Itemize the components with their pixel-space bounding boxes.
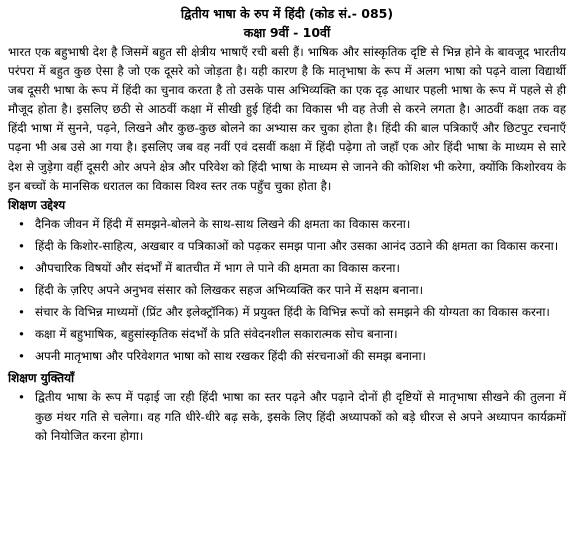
list-item (8, 259, 566, 278)
bullet-icon: • (18, 390, 25, 405)
objectives-list (8, 215, 566, 367)
list-item (8, 303, 566, 322)
list-item-text: हिंदी के किशोर-साहित्य, अखबार व पत्रिकाओं को पढ़कर समझ पाना और उसका आनंद उठाने की क्षमता का विकास करना। (35, 238, 559, 253)
bullet-icon: • (18, 283, 25, 298)
bullet-icon: • (18, 327, 25, 342)
list-item (8, 281, 566, 300)
bullet-icon: • (18, 260, 25, 275)
list-item (8, 347, 566, 366)
methods-heading: शिक्षण युक्तियाँ (8, 371, 75, 386)
document-title: द्वितीय भाषा के रुप में हिंदी (कोड सं.- 085) (180, 6, 394, 21)
bullet-icon: • (18, 238, 25, 253)
objectives-heading: शिक्षण उद्देश्य (8, 197, 66, 212)
intro-paragraph: भारत एक बहुभाषी देश है जिसमें बहुत सी क्षेत्रीय भाषाएँ रची बसी हैं। भाषिक और सांस्कृतिक दृष्टि से भिन्न होने के बावजूद भारतीय परंपरा में बहुत कुछ ऐसा है जो एक दूसरे को जोड़ता है। यही कारण है कि मातृभाषा के रूप में अलग भाषा को पढ़ने वाला विद्यार्थी जब दूसरी भाषा के रूप में हिंदी का चुनाव करता है तो उसके पास अभिव्यक्ति का एक दृढ़ आधार पहली भाषा के रूप में पहले से ही मौजूद होता है। इसलिए छठी से आठवीं कक्षा में सीखी हुई हिंदी का विकास भी वह तेजी से करने लगता है। आठवीं कक्षा तक वह हिंदी भाषा में सुनने, पढ़ने, लिखने और कुछ-कुछ बोलने का अभ्यास कर चुका होता है। हिंदी की बाल पत्रिकाएँ और छिटपुट रचनाएँ पढ़ना भी अब उसे आ गया है। इसलिए जब वह नवीं एवं दसवीं कक्षा में हिंदी पढ़ेगा तो जहाँ एक ओर हिंदी भाषा के माध्यम से सारे देश से जुड़ेगा वहीं दूसरी ओर अपने क्षेत्र और परिवेश को हिंदी भाषा के माध्यम से जानने की कोशिश भी करेगा, क्योंकि किशोरवय के इन बच्चों के मानसिक धरातल का विकास विश्व स्तर तक पहुँच चुका होता है। (8, 45, 566, 193)
list-item-text: दैनिक जीवन में हिंदी में समझने-बोलने के साथ-साथ लिखने की क्षमता का विकास करना। (35, 216, 411, 231)
bullet-icon: • (18, 349, 25, 364)
bullet-icon: • (18, 305, 25, 320)
list-item-text: कक्षा में बहुभाषिक, बहुसांस्कृतिक संदर्भों के प्रति संवेदनशील सकारात्मक सोच बनाना। (35, 327, 398, 342)
list-item (8, 215, 566, 234)
document-subtitle: कक्षा 9वीं - 10वीं (243, 25, 331, 40)
list-item-text: अपनी मातृभाषा और परिवेशगत भाषा को साथ रखकर हिंदी की संरचनाओं की समझ बनाना। (35, 349, 426, 364)
bullet-icon: • (18, 216, 25, 231)
list-item-text: औपचारिक विषयों और संदर्भों में बातचीत में भाग ले पाने की क्षमता का विकास करना। (35, 260, 400, 275)
list-item-text: द्वितीय भाषा के रूप में पढ़ाई जा रही हिंदी भाषा का स्तर पढ़ने और पढ़ाने दोनों ही दृष्टियों से मातृभाषा सीखने की तुलना में कुछ मंथर गति से चलेगा। वह गति धीरे-धीरे बढ़ सके, इसके लिए हिंदी अध्यापकों को बड़े धीरज से अपने अध्यापन कार्यक्रमों को नियोजित करना होगा। (35, 390, 566, 443)
methods-list (8, 388, 566, 445)
list-item (8, 325, 566, 344)
list-item (8, 388, 566, 445)
list-item (8, 237, 566, 256)
list-item-text: संचार के विभिन्न माध्यमों (प्रिंट और इलेक्ट्रॉनिक) में प्रयुक्त हिंदी के विभिन्न रूपों को समझने की योग्यता का विकास करना। (35, 305, 550, 320)
list-item-text: हिंदी के ज़रिए अपने अनुभव संसार को लिखकर सहज अभिव्यक्ति कर पाने में सक्षम बनाना। (35, 283, 424, 298)
